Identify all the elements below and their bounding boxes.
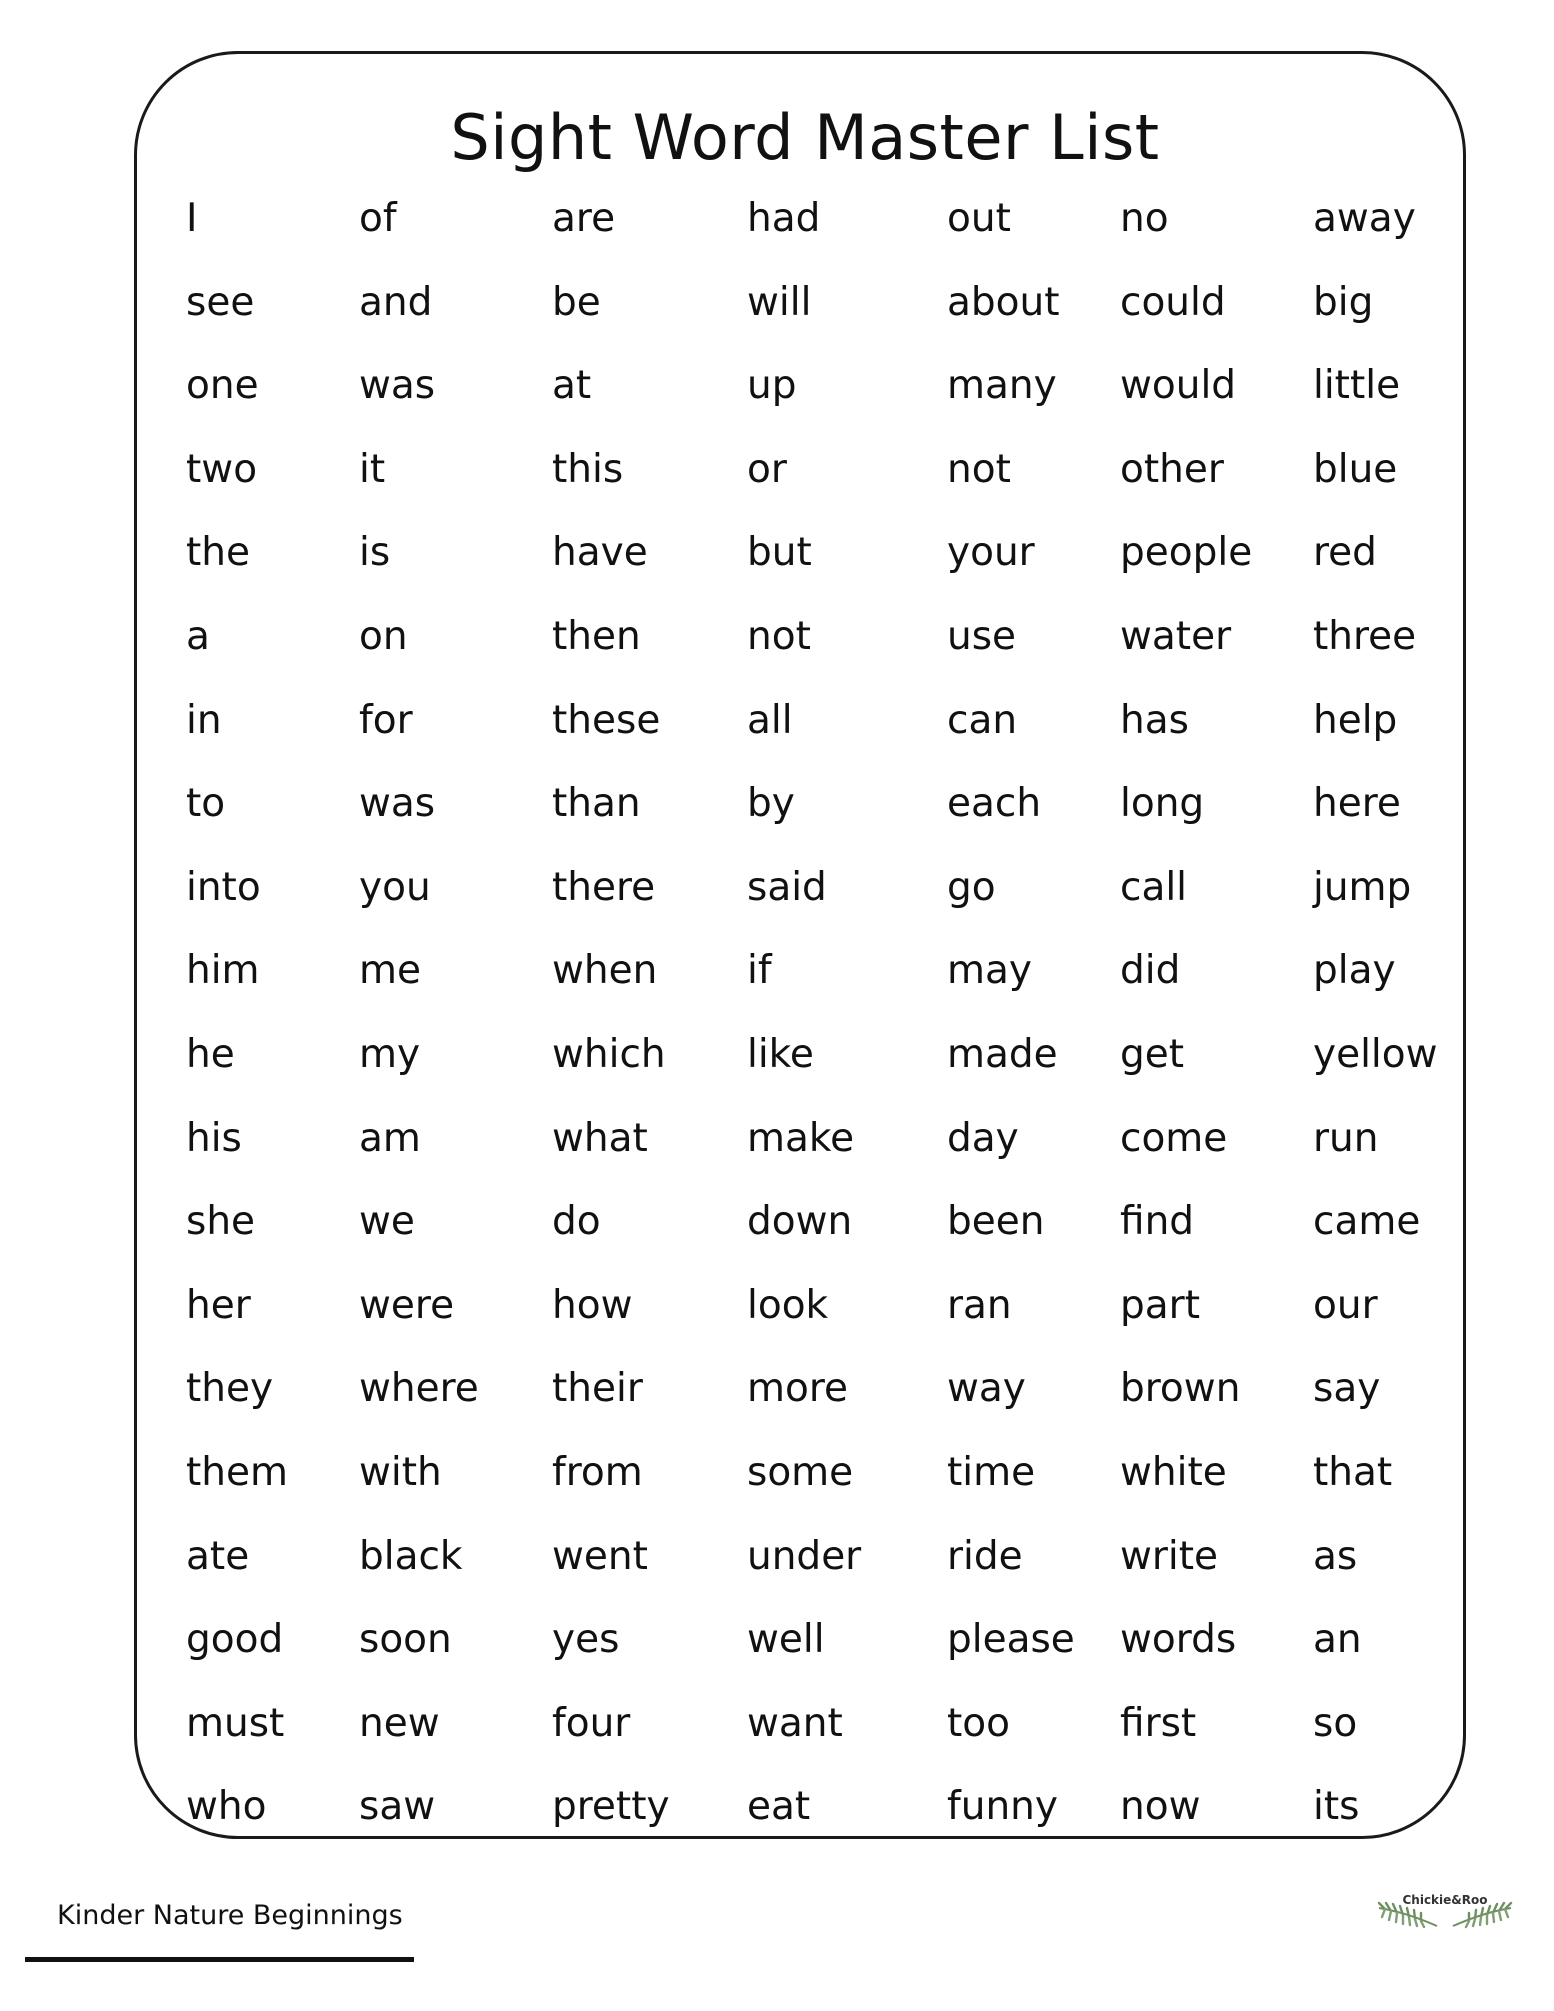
sight-word: way xyxy=(947,1366,1026,1412)
sight-word: it xyxy=(359,446,386,492)
sight-word: use xyxy=(947,614,1017,659)
sight-word: him xyxy=(186,948,260,994)
sight-word: funny xyxy=(947,1784,1058,1830)
sight-word: long xyxy=(1120,781,1205,827)
sight-word: all xyxy=(747,697,793,743)
sight-word: not xyxy=(747,614,811,659)
sight-word: more xyxy=(747,1366,849,1412)
sight-word: part xyxy=(1120,1282,1200,1328)
sight-word: new xyxy=(359,1700,440,1746)
sight-word: were xyxy=(359,1282,455,1328)
sight-word: their xyxy=(552,1366,643,1412)
sight-word: brown xyxy=(1120,1366,1241,1412)
sight-word: said xyxy=(747,864,827,910)
sight-word: day xyxy=(947,1115,1019,1161)
sight-word: may xyxy=(947,948,1032,994)
sight-word: my xyxy=(359,1032,421,1077)
sight-word: first xyxy=(1120,1700,1197,1746)
sight-word: big xyxy=(1313,279,1374,325)
sight-word: but xyxy=(747,530,812,576)
sight-word: soon xyxy=(359,1617,452,1663)
sight-word: here xyxy=(1313,781,1401,827)
sight-word: time xyxy=(947,1450,1036,1495)
sight-word: little xyxy=(1313,363,1401,409)
sight-word: too xyxy=(947,1700,1011,1746)
sight-word: water xyxy=(1120,614,1232,659)
sight-word: where xyxy=(359,1366,479,1412)
sight-word: her xyxy=(186,1282,251,1328)
sight-word: did xyxy=(1120,948,1181,994)
sight-word: so xyxy=(1313,1700,1358,1746)
sight-word: yellow xyxy=(1313,1032,1438,1077)
footer-brand: Kinder Nature Beginnings xyxy=(57,1900,403,1931)
sight-word: by xyxy=(747,781,795,827)
sight-word: its xyxy=(1313,1784,1360,1830)
sight-word: who xyxy=(186,1784,267,1830)
sight-word: into xyxy=(186,864,261,910)
sight-word: could xyxy=(1120,279,1226,325)
page-title: Sight Word Master List xyxy=(450,101,1160,174)
sight-word: at xyxy=(552,363,592,409)
sight-word: made xyxy=(947,1032,1058,1077)
sight-word: from xyxy=(552,1450,643,1495)
sight-word: must xyxy=(186,1700,285,1746)
sight-word: which xyxy=(552,1032,666,1077)
sight-word: and xyxy=(359,279,433,325)
sight-word: of xyxy=(359,196,397,241)
sight-word: say xyxy=(1313,1366,1381,1412)
sight-word: the xyxy=(186,530,251,576)
sight-word: or xyxy=(747,446,787,492)
sight-word: blue xyxy=(1313,446,1398,492)
sight-word: yes xyxy=(552,1617,620,1663)
sight-word: ate xyxy=(186,1533,250,1579)
sight-word: them xyxy=(186,1450,288,1495)
sight-word: eat xyxy=(747,1784,811,1830)
sight-word: had xyxy=(747,196,821,241)
sight-word: play xyxy=(1313,948,1396,994)
sight-word: when xyxy=(552,948,658,994)
sight-word: they xyxy=(186,1366,274,1412)
sight-word: up xyxy=(747,363,797,409)
sight-word: on xyxy=(359,614,408,659)
sight-word: he xyxy=(186,1032,235,1077)
sight-word: not xyxy=(947,446,1011,492)
sight-word: went xyxy=(552,1533,648,1579)
sight-word: some xyxy=(747,1450,854,1495)
sight-word: she xyxy=(186,1199,256,1245)
sight-word: many xyxy=(947,363,1057,409)
sight-word: other xyxy=(1120,446,1224,492)
sight-word: people xyxy=(1120,530,1253,576)
sight-word: am xyxy=(359,1115,421,1161)
sight-word: would xyxy=(1120,363,1237,409)
sight-word: good xyxy=(186,1617,284,1663)
sight-word: an xyxy=(1313,1617,1362,1663)
sight-word: there xyxy=(552,864,656,910)
sight-word: is xyxy=(359,530,391,576)
sight-word: are xyxy=(552,196,616,241)
sight-word: came xyxy=(1313,1199,1421,1245)
sight-word: words xyxy=(1120,1617,1237,1663)
sight-word: out xyxy=(947,196,1011,241)
sight-word: what xyxy=(552,1115,648,1161)
sight-word: see xyxy=(186,279,255,325)
sight-word: one xyxy=(186,363,259,409)
sight-word: than xyxy=(552,781,641,827)
sight-word: a xyxy=(186,614,210,659)
sight-word: his xyxy=(186,1115,242,1161)
sight-word: three xyxy=(1313,614,1417,659)
sight-word: four xyxy=(552,1700,631,1746)
sight-word: that xyxy=(1313,1450,1393,1495)
sight-word: help xyxy=(1313,697,1398,743)
sight-word: to xyxy=(186,781,226,827)
sight-word: jump xyxy=(1313,864,1412,910)
sight-word: was xyxy=(359,363,436,409)
sight-word: with xyxy=(359,1450,442,1495)
sight-word: write xyxy=(1120,1533,1219,1579)
sight-word: we xyxy=(359,1199,415,1245)
sight-word: be xyxy=(552,279,601,325)
sight-word: this xyxy=(552,446,624,492)
sight-word: run xyxy=(1313,1115,1379,1161)
sight-word: each xyxy=(947,781,1042,827)
chickie-roo-logo xyxy=(1375,1886,1515,1942)
sight-word: under xyxy=(747,1533,862,1579)
sight-word: away xyxy=(1313,196,1416,241)
sight-word: find xyxy=(1120,1199,1195,1245)
sight-word: white xyxy=(1120,1450,1227,1495)
sight-word: do xyxy=(552,1199,601,1245)
sight-word: me xyxy=(359,948,421,994)
sight-word: down xyxy=(747,1199,853,1245)
sight-word: these xyxy=(552,697,661,743)
sight-word: get xyxy=(1120,1032,1185,1077)
sight-word: will xyxy=(747,279,812,325)
sight-word: black xyxy=(359,1533,463,1579)
sight-word: red xyxy=(1313,530,1377,576)
sight-word: our xyxy=(1313,1282,1378,1328)
sight-word: you xyxy=(359,864,431,910)
sight-word: come xyxy=(1120,1115,1228,1161)
sight-word: has xyxy=(1120,697,1189,743)
sight-word: can xyxy=(947,697,1018,743)
sight-word: make xyxy=(747,1115,855,1161)
sight-word: ran xyxy=(947,1282,1012,1328)
sight-word: now xyxy=(1120,1784,1201,1830)
sight-word: your xyxy=(947,530,1035,576)
sight-word: pretty xyxy=(552,1784,670,1830)
sight-word: like xyxy=(747,1032,814,1077)
footer-underline xyxy=(25,1957,414,1962)
sight-word: ride xyxy=(947,1533,1023,1579)
sight-word: been xyxy=(947,1199,1045,1245)
sight-word: as xyxy=(1313,1533,1358,1579)
sight-word: look xyxy=(747,1282,829,1328)
sight-word: how xyxy=(552,1282,633,1328)
sight-word: no xyxy=(1120,196,1169,241)
sight-word: for xyxy=(359,697,413,743)
sight-word: I xyxy=(186,196,198,241)
sight-word: go xyxy=(947,864,996,910)
sight-word: was xyxy=(359,781,436,827)
sight-word: if xyxy=(747,948,772,994)
sight-word: call xyxy=(1120,864,1188,910)
sight-word: two xyxy=(186,446,258,492)
logo-text: Chickie&Roo xyxy=(1402,1893,1488,1907)
sight-word: well xyxy=(747,1617,825,1663)
sight-word: have xyxy=(552,530,648,576)
sight-word: in xyxy=(186,697,222,743)
sight-word: then xyxy=(552,614,641,659)
sight-word: saw xyxy=(359,1784,436,1830)
sight-word: want xyxy=(747,1700,843,1746)
sight-word: please xyxy=(947,1617,1075,1663)
sight-word: about xyxy=(947,279,1060,325)
